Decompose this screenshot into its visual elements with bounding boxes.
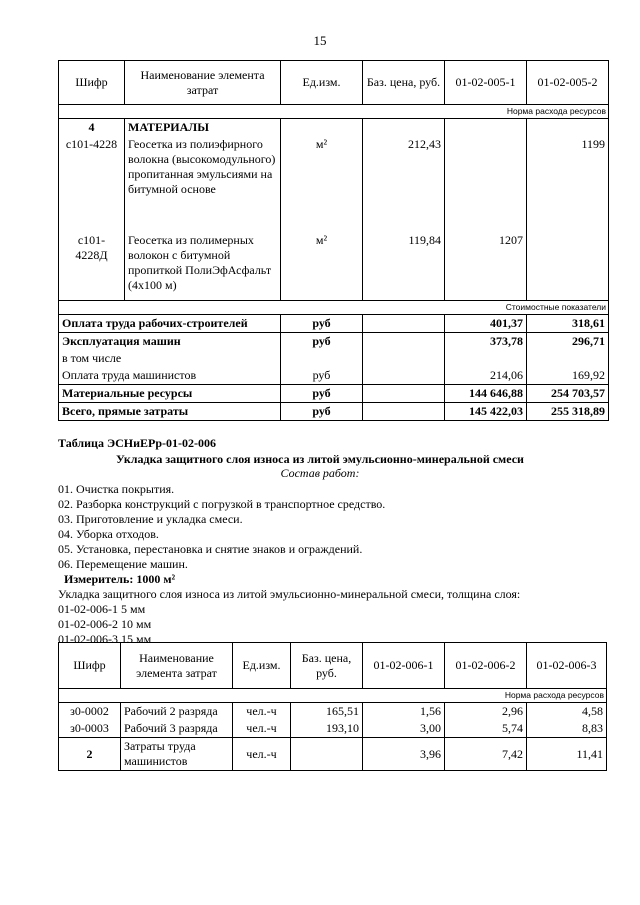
cost-unit: руб bbox=[281, 384, 363, 402]
cost-unit: руб bbox=[281, 367, 363, 385]
table-row bbox=[59, 738, 607, 771]
table-title: Таблица ЭСНиЕРр-01-02-006 bbox=[58, 436, 217, 450]
cost-v2: 318,61 bbox=[527, 314, 609, 332]
header-code: Шифр bbox=[59, 61, 125, 105]
table-row bbox=[59, 136, 609, 232]
row-v2: 7,42 bbox=[445, 738, 527, 771]
cost-name: Материальные ресурсы bbox=[59, 384, 281, 402]
table-row bbox=[59, 703, 607, 721]
row-price: 165,51 bbox=[291, 703, 363, 721]
row-code: з0-0002 bbox=[59, 703, 121, 721]
norm-label-row bbox=[59, 105, 609, 119]
material-unit: м² bbox=[281, 232, 363, 300]
header-price: Баз. цена, руб. bbox=[363, 61, 445, 105]
cost-name: в том числе bbox=[59, 350, 281, 367]
row-code: з0-0003 bbox=[59, 720, 121, 738]
row-price: 193,10 bbox=[291, 720, 363, 738]
row-v3: 4,58 bbox=[527, 703, 607, 721]
material-name: Геосетка из полимерных волокон с битумной пропиткой ПолиЭфАсфальт (4х100 м) bbox=[125, 232, 281, 300]
norm-label-row bbox=[59, 689, 607, 703]
row-v1: 1,56 bbox=[363, 703, 445, 721]
list-item: 04. Уборка отходов. bbox=[58, 527, 159, 541]
works-title: Состав работ: bbox=[280, 466, 360, 480]
row-unit: чел.-ч bbox=[233, 738, 291, 771]
page-number: 15 bbox=[313, 33, 327, 48]
section-subtitle: Укладка защитного слоя износа из литой эмульсионно-минеральной смеси bbox=[116, 452, 524, 466]
header-name: Наименование элемента затрат bbox=[121, 643, 233, 689]
row-code: 2 bbox=[59, 738, 121, 771]
norm-label: Норма расхода ресурсов bbox=[59, 689, 607, 703]
material-v1 bbox=[445, 136, 527, 232]
list-item: 02. Разборка конструкций с погрузкой в транспортное средство. bbox=[58, 497, 386, 511]
cost-label-row bbox=[59, 300, 609, 314]
header-col1: 01-02-006-1 bbox=[363, 643, 445, 689]
section-header-row bbox=[59, 119, 609, 137]
header-name: Наименование элемента затрат bbox=[125, 61, 281, 105]
cost-v2: 169,92 bbox=[527, 367, 609, 385]
cost-v2: 255 318,89 bbox=[527, 402, 609, 420]
cost-v1: 214,06 bbox=[445, 367, 527, 385]
list-item: 06. Перемещение машин. bbox=[58, 557, 188, 571]
section-code: 4 bbox=[59, 119, 125, 137]
table-row bbox=[59, 232, 609, 300]
header-col3: 01-02-006-3 bbox=[527, 643, 607, 689]
table-row bbox=[59, 367, 609, 385]
list-item: 01-02-006-2 10 мм bbox=[58, 617, 152, 631]
row-v2: 5,74 bbox=[445, 720, 527, 738]
norm-label: Норма расхода ресурсов bbox=[59, 105, 609, 119]
section-title: МАТЕРИАЛЫ bbox=[125, 119, 281, 137]
works-list bbox=[58, 482, 618, 647]
resource-table-006 bbox=[58, 642, 607, 771]
cost-v2: 296,71 bbox=[527, 332, 609, 350]
header-col2: 01-02-005-2 bbox=[527, 61, 609, 105]
table-row bbox=[59, 384, 609, 402]
header-col2: 01-02-006-2 bbox=[445, 643, 527, 689]
table-header-row bbox=[59, 61, 609, 105]
list-item: 05. Установка, перестановка и снятие знаков и ограждений. bbox=[58, 542, 363, 556]
list-item: 03. Приготовление и укладка смеси. bbox=[58, 512, 243, 526]
cost-label: Стоимостные показатели bbox=[59, 300, 609, 314]
table-row bbox=[59, 350, 609, 367]
resource-table-005 bbox=[58, 60, 609, 421]
material-price: 212,43 bbox=[363, 136, 445, 232]
row-v3: 11,41 bbox=[527, 738, 607, 771]
cost-unit: руб bbox=[281, 332, 363, 350]
row-v3: 8,83 bbox=[527, 720, 607, 738]
header-unit: Ед.изм. bbox=[233, 643, 291, 689]
header-unit: Ед.изм. bbox=[281, 61, 363, 105]
cost-v1: 373,78 bbox=[445, 332, 527, 350]
row-name: Затраты труда машинистов bbox=[121, 738, 233, 771]
row-unit: чел.-ч bbox=[233, 703, 291, 721]
cost-v1: 144 646,88 bbox=[445, 384, 527, 402]
row-price bbox=[291, 738, 363, 771]
row-unit: чел.-ч bbox=[233, 720, 291, 738]
cost-name: Всего, прямые затраты bbox=[59, 402, 281, 420]
measure-unit: Измеритель: 1000 м² bbox=[64, 572, 176, 586]
cost-v1: 145 422,03 bbox=[445, 402, 527, 420]
row-v1: 3,00 bbox=[363, 720, 445, 738]
list-item: 01-02-006-1 5 мм bbox=[58, 602, 146, 616]
table-header-row bbox=[59, 643, 607, 689]
cost-name: Эксплуатация машин bbox=[59, 332, 281, 350]
row-v2: 2,96 bbox=[445, 703, 527, 721]
material-code: с101-4228 bbox=[59, 136, 125, 232]
cost-v1: 401,37 bbox=[445, 314, 527, 332]
material-v2 bbox=[527, 232, 609, 300]
cost-unit: руб bbox=[281, 314, 363, 332]
header-price: Баз. цена, руб. bbox=[291, 643, 363, 689]
cost-name: Оплата труда рабочих-строителей bbox=[59, 314, 281, 332]
material-name: Геосетка из полиэфирного волокна (высокомодульного) пропитанная эмульсиями на битумной основе bbox=[125, 136, 281, 232]
description: Укладка защитного слоя износа из литой эмульсионно-минеральной смеси, толщина слоя: bbox=[58, 587, 521, 601]
row-name: Рабочий 3 разряда bbox=[121, 720, 233, 738]
material-price: 119,84 bbox=[363, 232, 445, 300]
header-col1: 01-02-005-1 bbox=[445, 61, 527, 105]
material-unit: м² bbox=[281, 136, 363, 232]
list-item: 01-02-006-3 15 мм bbox=[58, 632, 152, 646]
list-item: 01. Очистка покрытия. bbox=[58, 482, 175, 496]
row-name: Рабочий 2 разряда bbox=[121, 703, 233, 721]
table-row bbox=[59, 314, 609, 332]
material-code: с101-4228Д bbox=[59, 232, 125, 300]
material-v1: 1207 bbox=[445, 232, 527, 300]
row-v1: 3,96 bbox=[363, 738, 445, 771]
cost-name: Оплата труда машинистов bbox=[59, 367, 281, 385]
cost-unit: руб bbox=[281, 402, 363, 420]
header-code: Шифр bbox=[59, 643, 121, 689]
material-v2: 1199 bbox=[527, 136, 609, 232]
cost-v2: 254 703,57 bbox=[527, 384, 609, 402]
table-row bbox=[59, 332, 609, 350]
table-row bbox=[59, 720, 607, 738]
table-row bbox=[59, 402, 609, 420]
